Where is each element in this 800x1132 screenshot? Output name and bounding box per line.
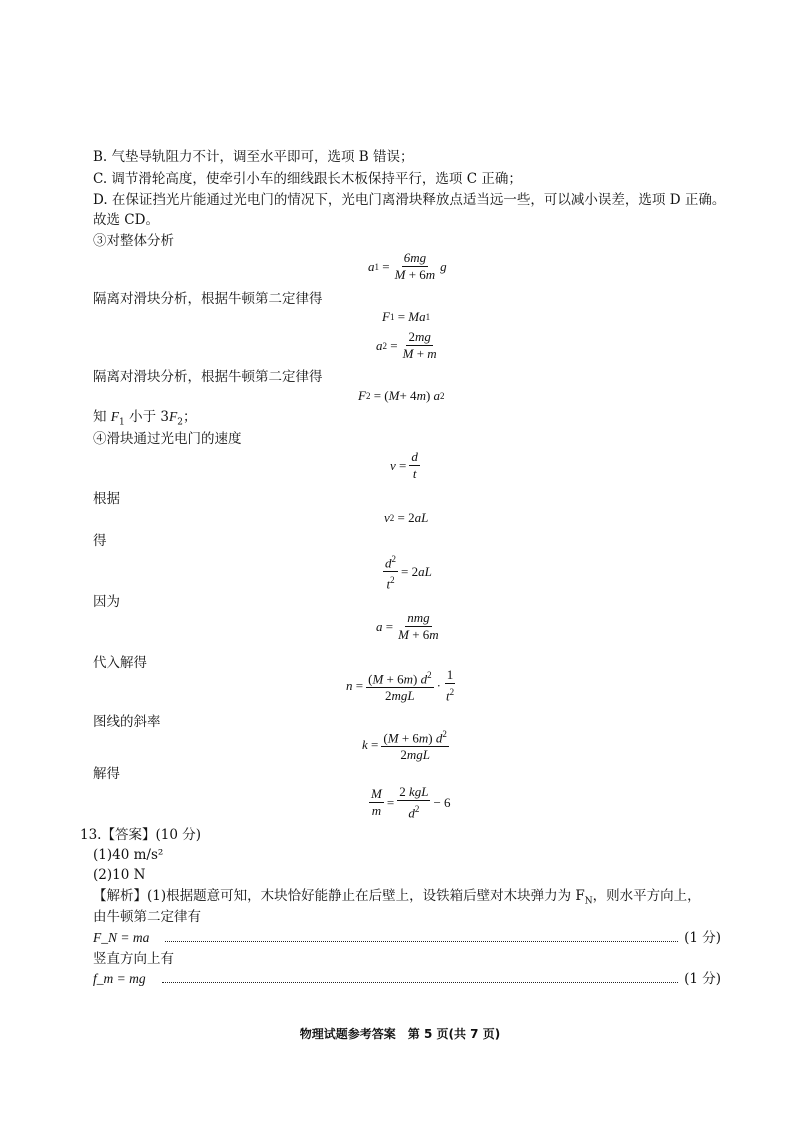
equation-a1: a 1 = $\frac{6mg}{M + 6m}$ g	[368, 250, 447, 282]
equation-f1: F 1 = Ma 1	[382, 309, 431, 324]
label-yinwei: 因为	[93, 594, 120, 610]
answer-13-part-2: (2)10 N	[93, 867, 146, 883]
equation-v2: v 2 = 2 aL	[384, 510, 429, 525]
equation-d2-t2: $\frac{d^2}{t^2}$ = 2 aL	[385, 554, 432, 592]
label-de: 得	[93, 533, 107, 549]
analysis-line-1: 【解析】(1)根据题意可知，木块恰好能静止在后壁上，设铁箱后壁对木块弹力为 $F_N$，则水平方向上，	[93, 888, 701, 907]
label-genju: 根据	[93, 491, 120, 507]
answer-13-heading: 13.【答案】(10 分)	[80, 827, 201, 843]
page-footer: 物理试题参考答案 第 5 页(共 7 页)	[299, 1027, 501, 1041]
label-dairu: 代入解得	[93, 655, 147, 671]
isolate-text-2: 隔离对滑块分析，根据牛顿第二定律得	[93, 369, 323, 385]
vertical-text: 竖直方向上有	[93, 951, 174, 967]
equation-n: n = $\frac{(M + 6m) d^2}{\text{2mgL}}$ · $\frac{1}{t^2}$	[346, 667, 455, 704]
equation-f2: F 2 = ( M + 4 m ) a 2	[358, 388, 445, 403]
option-d-text: D. 在保证挡光片能通过光电门的情况下，光电门离滑块释放点适当远一些，可以减小误差，选项 D 正确。	[93, 192, 726, 208]
conclusion-text: 知 $F_1$ 小于 $3F_2$；	[93, 409, 197, 428]
label-jiede: 解得	[93, 766, 120, 782]
score-fm: (1 分)	[684, 971, 721, 987]
step-3-heading: ③对整体分析	[93, 233, 174, 249]
dot-leader	[165, 941, 678, 942]
option-c-text: C. 调节滑轮高度，使牵引小车的细线跟长木板保持平行，选项 C 正确；	[93, 171, 522, 187]
equation-k: k = $\frac{(M + 6m) d^2}{\text{2mgL}}$	[362, 729, 447, 763]
label-slope: 图线的斜率	[93, 714, 161, 730]
score-fn: (1 分)	[684, 930, 721, 946]
dot-leader	[162, 982, 678, 983]
answer-13-part-1: (1)40 m/s²	[93, 847, 164, 863]
score-row-fm	[93, 970, 721, 988]
option-b-text: B. 气垫导轨阻力不计，调至水平即可，选项 B 错误；	[93, 149, 414, 165]
isolate-text-1: 隔离对滑块分析，根据牛顿第二定律得	[93, 291, 323, 307]
equation-fm: f_m = mg	[93, 971, 146, 986]
choice-text: 故选 CD。	[93, 212, 159, 228]
equation-a: a = $\frac{\text{nmg}}{M + 6m}$	[376, 610, 439, 642]
step-4-heading: ④滑块通过光电门的速度	[93, 431, 242, 447]
equation-a2: a 2 = $\frac{2mg}{M + m}$	[376, 329, 437, 361]
analysis-line-2: 由牛顿第二定律有	[93, 909, 201, 925]
equation-fn: F_N = ma	[93, 930, 150, 945]
score-row-fn	[93, 929, 721, 947]
equation-ratio: $\frac{M}{m}$ = $\frac{\text{2 kgL}}{d^2}$ − 6	[371, 784, 451, 821]
equation-v: v = $\frac{d}{t}$	[390, 449, 418, 481]
